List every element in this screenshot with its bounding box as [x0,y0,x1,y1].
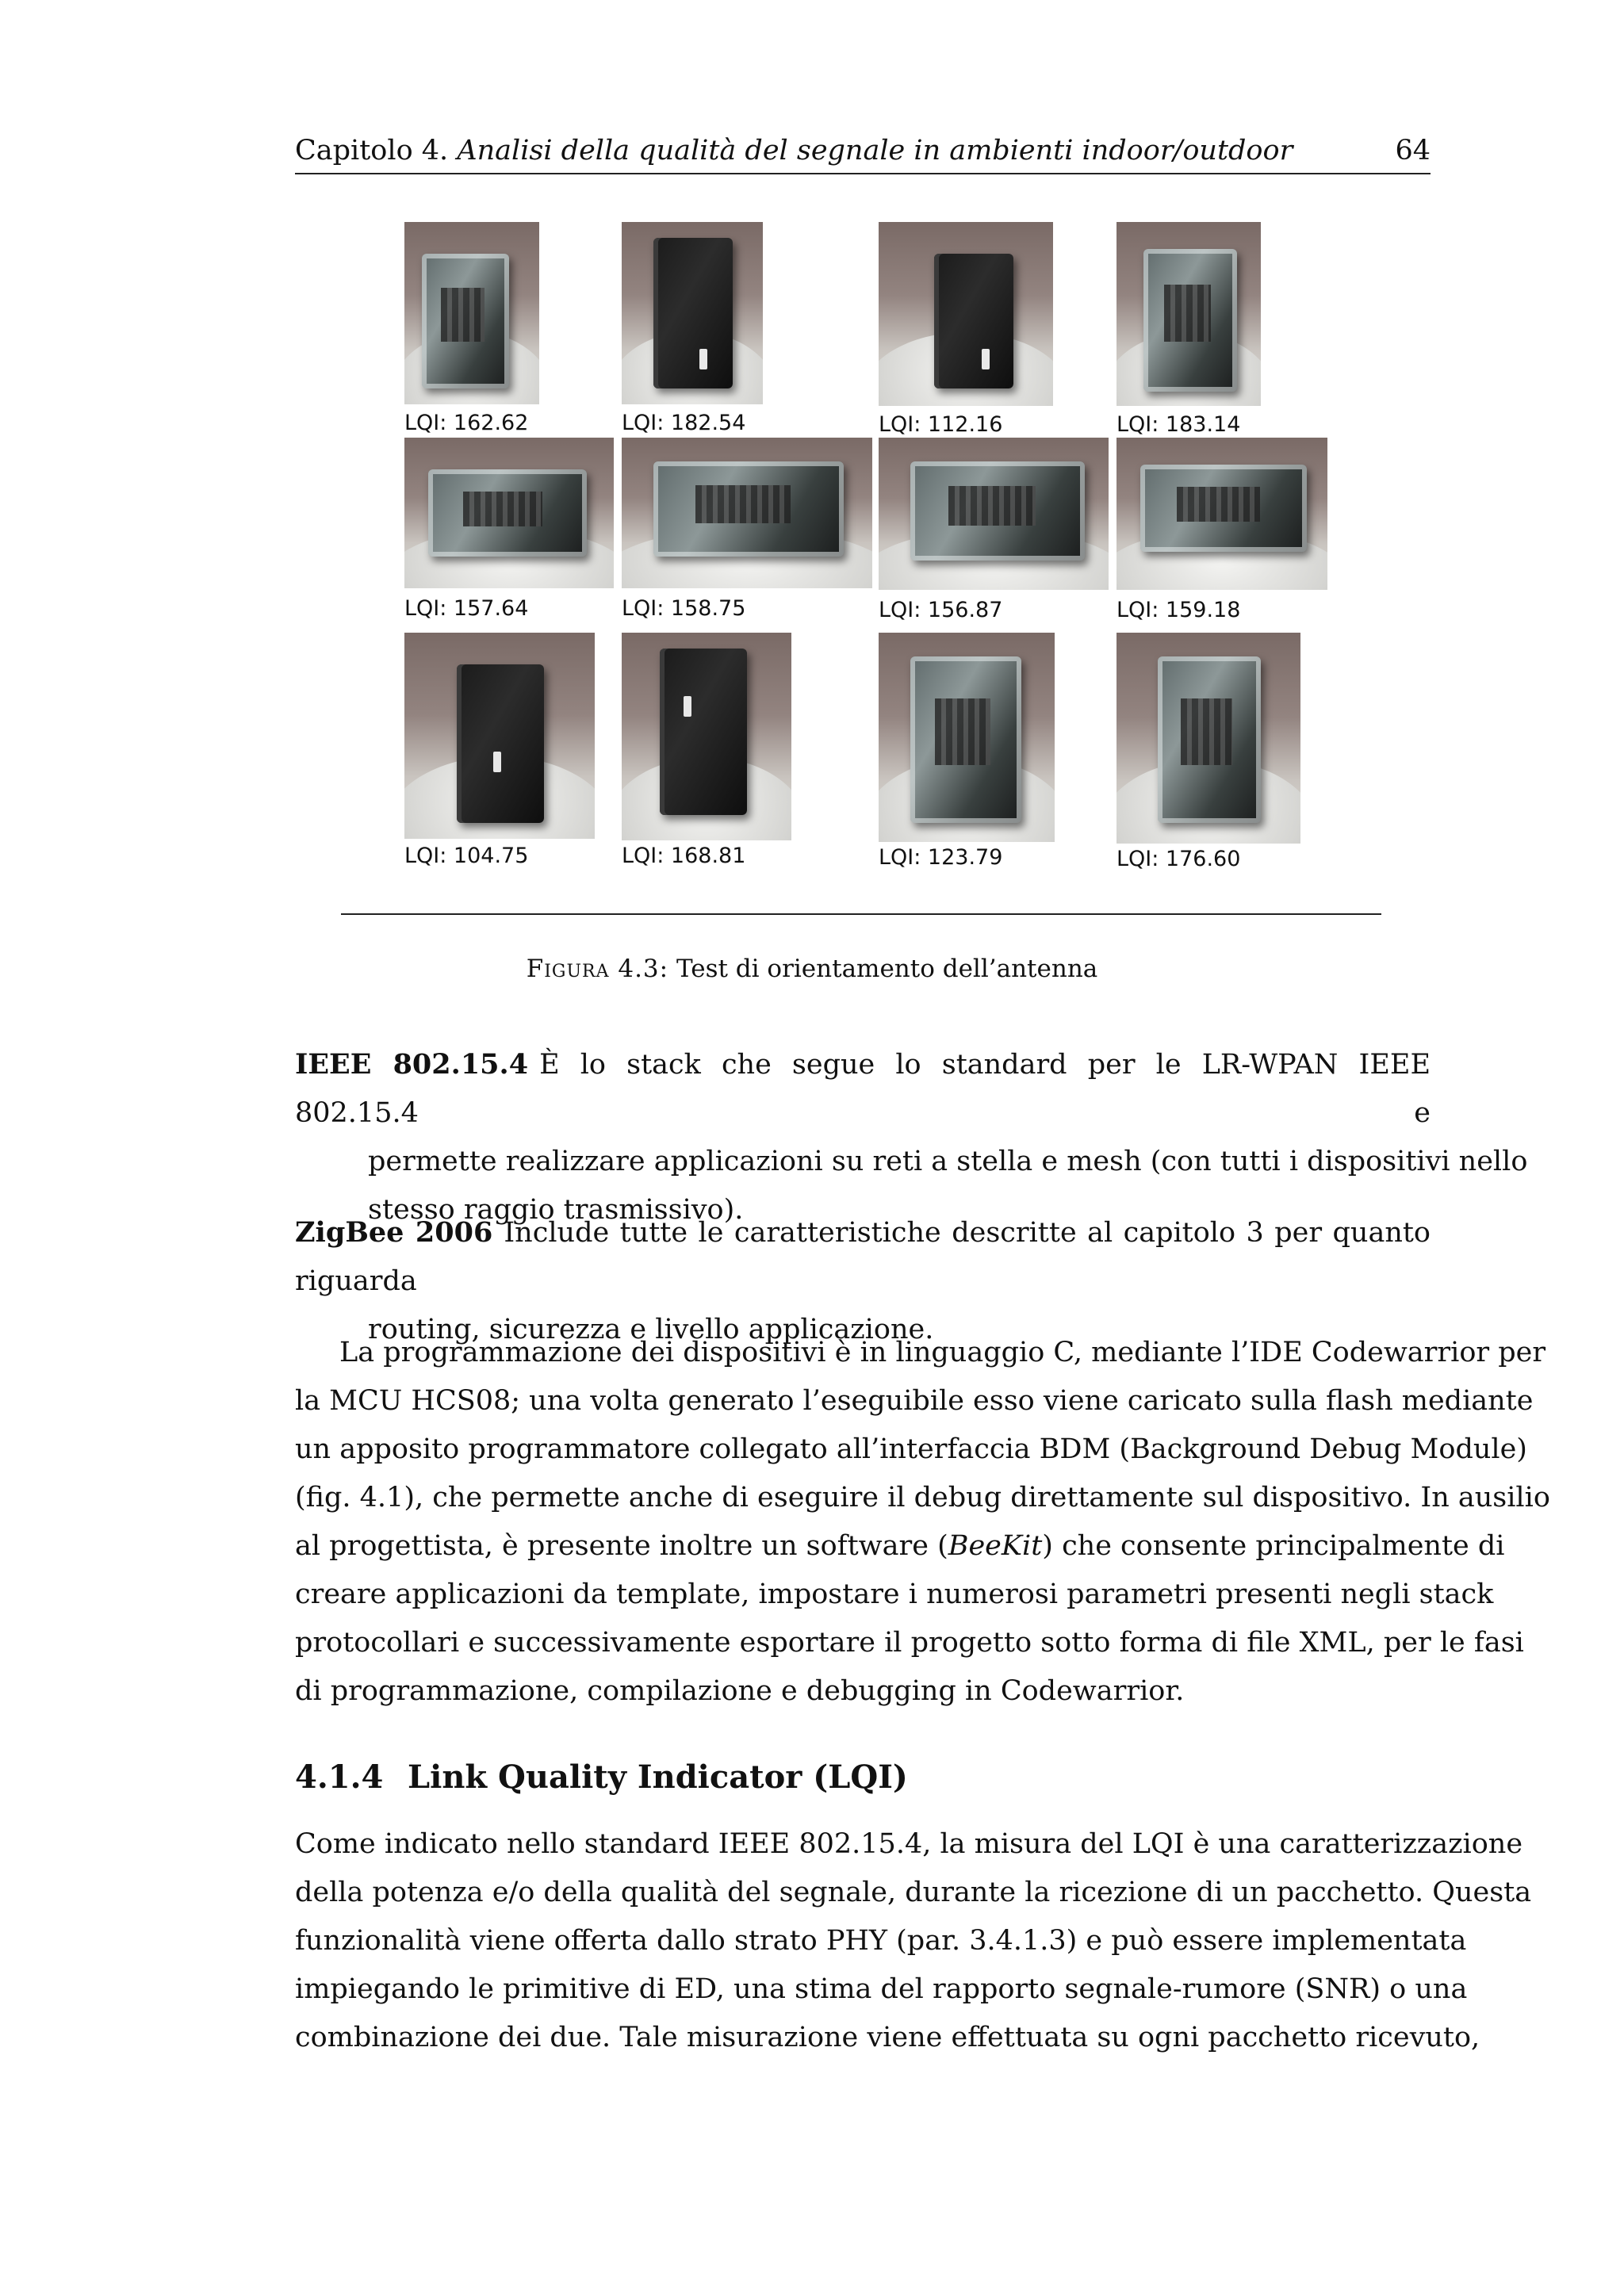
description-item-ieee [295,1040,1528,1234]
description-text: È lo stack che segue lo standard per le LR-WPAN IEEE 802.15.4 e [295,1049,1431,1129]
device-photo [879,438,1109,590]
description-term: IEEE 802.15.4 [295,1048,529,1081]
figure-caption [0,955,1624,983]
text-line: La programmazione dei dispositivi è in linguaggio C, mediante l’IDE Codewarrior per [339,1337,1546,1368]
device-photo [622,222,763,404]
description-term: ZigBee 2006 [295,1216,493,1249]
text-line: (fig. 4.1), che permette anche di eseguire il debug direttamente sul dispositivo. In ausilio [295,1482,1550,1513]
device-photo [622,633,791,840]
lqi-label: LQI: 182.54 [622,411,746,435]
description-text: permette realizzare applicazioni su reti a stella e mesh (con tutti i dispositivi nello [368,1146,1528,1177]
chapter-title: Analisi della qualità del segnale in ambienti indoor/outdoor [457,135,1293,166]
lqi-label: LQI: 158.75 [622,596,746,621]
lqi-label: LQI: 112.16 [879,412,1003,437]
description-text: Include tutte le caratteristiche descritte al capitolo 3 per quanto riguarda [295,1217,1431,1297]
paragraph-lqi [295,1820,1532,2062]
lqi-label: LQI: 159.18 [1116,598,1241,622]
text-fragment: al progettista, è presente inoltre un software ( [295,1530,948,1562]
text-line: della potenza e/o della qualità del segnale, durante la ricezione di un pacchetto. Questa [295,1877,1532,1908]
device-photo [622,438,872,588]
section-title: Link Quality Indicator (LQI) [408,1758,908,1796]
device-photo [1116,633,1300,844]
text-line: creare applicazioni da template, impostare i numerosi parametri presenti negli stack [295,1578,1494,1610]
text-line: protocollari e successivamente esportare il progetto sotto forma di file XML, per le fasi [295,1627,1524,1659]
text-line: impiegando le primitive di ED, una stima del rapporto segnale-rumore (SNR) o una [295,1973,1468,2005]
lqi-label: LQI: 157.64 [404,596,529,621]
chapter-prefix: Capitolo 4. [295,135,449,166]
lqi-label: LQI: 162.62 [404,411,529,435]
lqi-label: LQI: 176.60 [1116,847,1241,871]
text-line: un apposito programmatore collegato all’interfaccia BDM (Background Debug Module) [295,1433,1527,1465]
text-line: di programmazione, compilazione e debugging in Codewarrior. [295,1675,1185,1707]
chapter-heading [295,135,1293,166]
caption-label: Figura 4.3: [526,955,669,983]
lqi-label: LQI: 168.81 [622,844,746,868]
device-photo [1116,438,1327,590]
paragraph-programming [295,1329,1550,1716]
page-number: 64 [1395,135,1431,166]
device-photo [404,222,539,404]
antenna-orientation-figure [396,214,1348,880]
device-photo [404,633,595,839]
section-heading [295,1758,908,1796]
device-photo [879,222,1053,406]
description-text: routing, sicurezza e livello applicazione. [368,1314,934,1345]
text-line: funzionalità viene offerta dallo strato PHY (par. 3.4.1.3) e può essere implementata [295,1925,1467,1957]
lqi-label: LQI: 104.75 [404,844,529,868]
lqi-label: LQI: 123.79 [879,845,1003,870]
device-photo [1116,222,1261,406]
software-name: BeeKit [948,1530,1043,1562]
text-line: la MCU HCS08; una volta generato l’eseguibile esso viene caricato sulla flash mediante [295,1385,1534,1417]
text-line: combinazione dei due. Tale misurazione viene effettuata su ogni pacchetto ricevuto, [295,2022,1480,2053]
caption-text: Test di orientamento dell’antenna [676,955,1098,983]
text-line: Come indicato nello standard IEEE 802.15.4, la misura del LQI è una caratterizzazione [295,1828,1523,1860]
figure-divider [341,913,1381,915]
description-text: stesso raggio trasmissivo). [368,1194,744,1226]
text-fragment: ) che consente principalmente di [1042,1530,1505,1562]
section-number: 4.1.4 [295,1758,384,1796]
device-photo [404,438,614,588]
running-header [295,133,1431,174]
lqi-label: LQI: 156.87 [879,598,1003,622]
text-line [295,1522,1505,1571]
lqi-label: LQI: 183.14 [1116,412,1241,437]
device-photo [879,633,1055,842]
